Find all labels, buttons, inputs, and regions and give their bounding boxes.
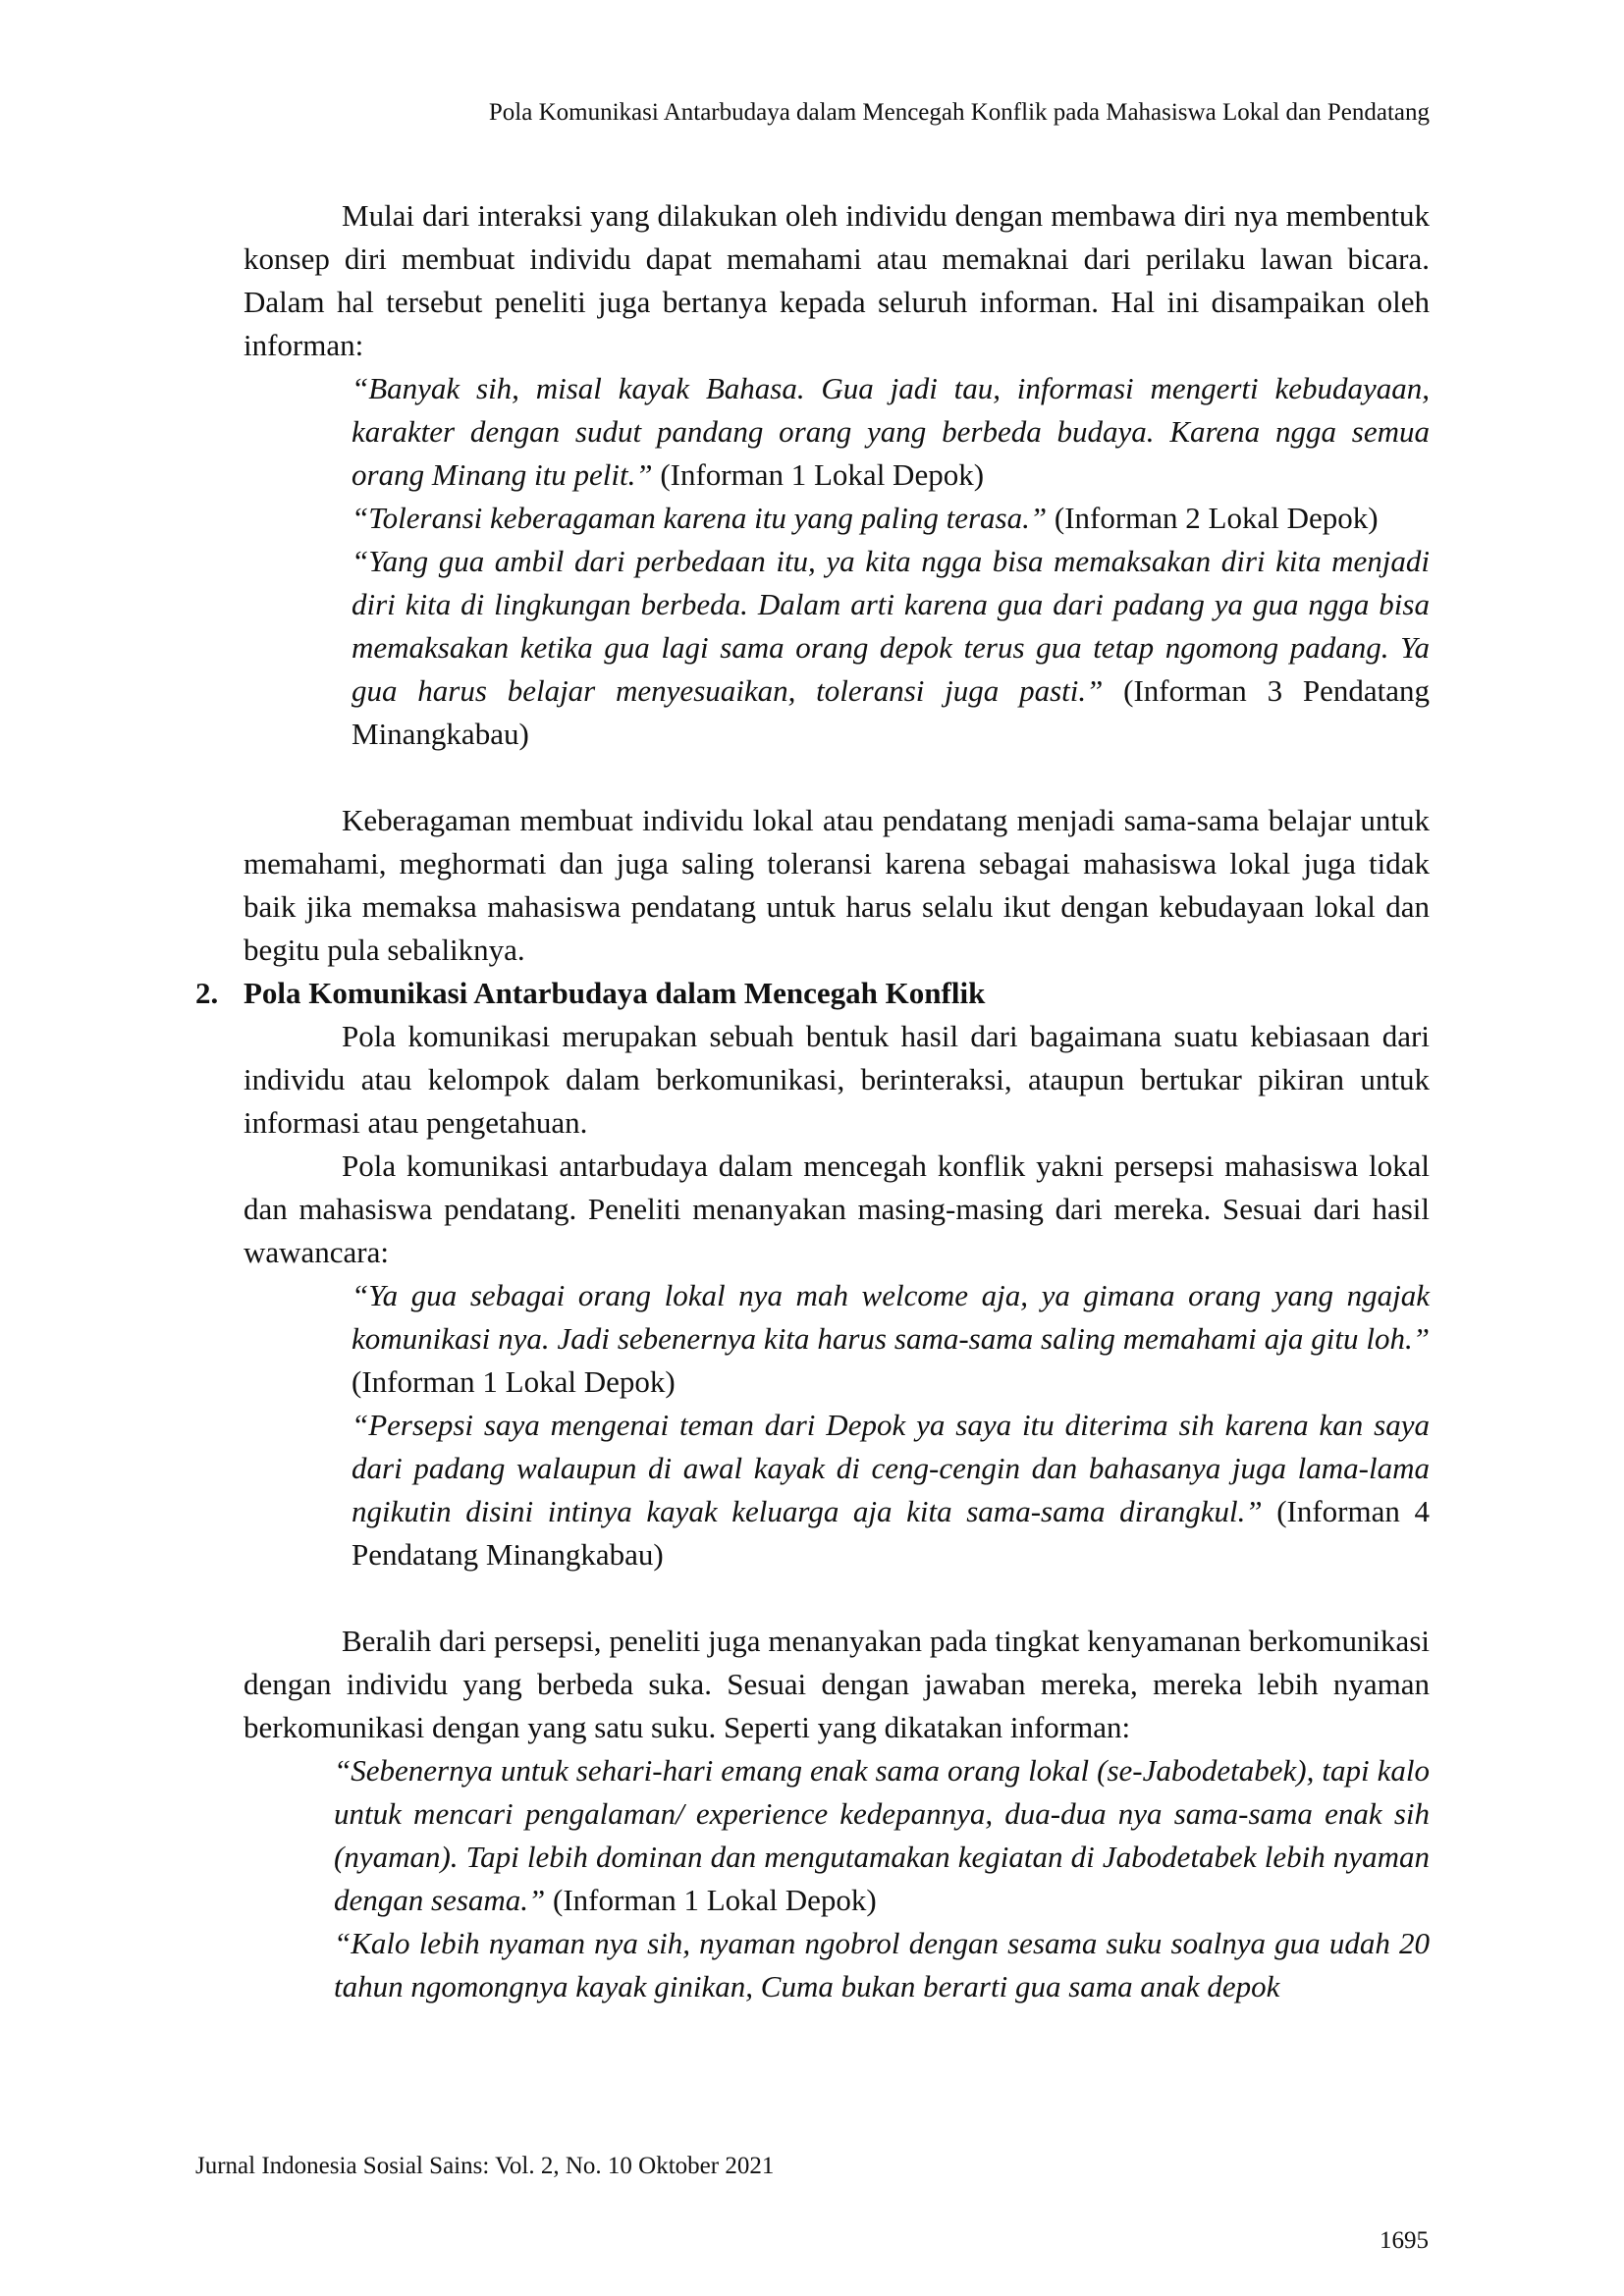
quote-attribution: (Informan 1 Lokal Depok) — [545, 1883, 877, 1917]
quote-text: “Yang gua ambil dari perbedaan itu, ya kita ngga bisa memaksakan diri kita menjadi diri kita di lingkungan berbeda. Dalam arti karena gua dari padang ya gua ngga bisa memaksakan ketika gua lagi sama orang depok terus gua tetap ngomong padang. Ya gua harus belajar menyesuaikan, toleransi juga pasti.” — [352, 544, 1430, 708]
quote-text: “Toleransi keberagaman karena itu yang paling terasa.” — [352, 501, 1048, 535]
quote-informan-4 — [352, 1404, 1430, 1576]
page-number: 1695 — [1380, 2227, 1429, 2254]
quote-attribution: (Informan 3 Pendatang Minangkabau) — [352, 673, 1431, 751]
quote-attribution: (Informan 1 Lokal Depok) — [652, 457, 985, 492]
section-title: Pola Komunikasi Antarbudaya dalam Mencegah Konflik — [244, 976, 986, 1010]
quote-informan-3 — [352, 540, 1430, 756]
running-header: Pola Komunikasi Antarbudaya dalam Mencegah Konflik pada Mahasiswa Lokal dan Pendatang — [488, 99, 1430, 126]
paragraph-intro: Mulai dari interaksi yang dilakukan oleh individu dengan membawa diri nya membentuk konsep diri membuat individu dapat memahami atau memaknai dari perilaku lawan bicara. Dalam hal tersebut peneliti juga bertanya kepada seluruh informan. Hal ini disampaikan oleh informan: — [244, 198, 1430, 362]
spacer — [244, 756, 1430, 799]
footer-journal-citation: Jurnal Indonesia Sosial Sains: Vol. 2, No. 10 Oktober 2021 — [195, 2153, 775, 2179]
paragraph-persepsi: Pola komunikasi antarbudaya dalam mencegah konflik yakni persepsi mahasiswa lokal dan mahasiswa pendatang. Peneliti menanyakan masing-masing dari mereka. Sesuai dari hasil wawancara: — [244, 1148, 1430, 1269]
quote-informan-continued — [334, 1922, 1430, 2008]
quote-text: “Persepsi saya mengenai teman dari Depok ya saya itu diterima sih karena kan saya dari padang walaupun di awal kayak di ceng-cengin dan bahasanya juga lama-lama ngikutin disini intinya kayak keluarga aja kita sama-sama dirangkul.” — [352, 1408, 1430, 1528]
spacer — [244, 1576, 1430, 1620]
quote-attribution: (Informan 2 Lokal Depok) — [1047, 501, 1379, 535]
quote-informan-1-persepsi — [352, 1274, 1430, 1404]
section-number: 2. — [195, 976, 219, 1010]
paragraph-kenyamanan: Beralih dari persepsi, peneliti juga menanyakan pada tingkat kenyamanan berkomunikasi dengan individu yang berbeda suka. Sesuai dengan jawaban mereka, mereka lebih nyaman berkomunikasi dengan yang satu suku. Seperti yang dikatakan informan: — [244, 1624, 1430, 1744]
paragraph-keberagaman: Keberagaman membuat individu lokal atau pendatang menjadi sama-sama belajar untuk memahami, meghormati dan juga saling toleransi karena sebagai mahasiswa lokal juga tidak baik jika memaksa mahasiswa pendatang untuk harus selalu ikut dengan kebudayaan lokal dan begitu pula sebaliknya. — [244, 803, 1430, 967]
quote-text: “Kalo lebih nyaman nya sih, nyaman ngobrol dengan sesama suku soalnya gua udah 20 tahun ngomongnya kayak ginikan, Cuma bukan berarti gua sama anak depok — [334, 1926, 1430, 2003]
quote-text: “Banyak sih, misal kayak Bahasa. Gua jadi tau, informasi mengerti kebudayaan, karakter dengan sudut pandang orang yang berbeda budaya. Karena ngga semua orang Minang itu pelit.” — [352, 371, 1430, 492]
quote-attribution: (Informan 1 Lokal Depok) — [352, 1364, 676, 1399]
quote-attribution: (Informan 4 Pendatang Minangkabau) — [352, 1494, 1430, 1572]
quote-informan-1 — [352, 367, 1430, 497]
quote-text: “Ya gua sebagai orang lokal nya mah welcome aja, ya gimana orang yang ngajak komunikasi nya. Jadi sebenernya kita harus sama-sama saling memahami aja gitu loh.” — [352, 1278, 1430, 1356]
paragraph-pola-komunikasi: Pola komunikasi merupakan sebuah bentuk hasil dari bagaimana suatu kebiasaan dari individu atau kelompok dalam berkomunikasi, berinteraksi, ataupun bertukar pikiran untuk informasi atau pengetahuan. — [244, 1019, 1430, 1140]
quote-text: “Sebenernya untuk sehari-hari emang enak sama orang lokal (se-Jabodetabek), tapi kalo untuk mencari pengalaman/ experience kedepannya, dua-dua nya sama-sama enak sih (nyaman). Tapi lebih dominan dan mengutamakan kegiatan di Jabodetabek lebih nyaman dengan sesama.” — [334, 1753, 1430, 1917]
quote-informan-1-kenyamanan — [334, 1749, 1430, 1922]
main-content — [195, 194, 1431, 2008]
quote-informan-2 — [352, 497, 1430, 540]
section-heading — [195, 972, 1430, 1015]
